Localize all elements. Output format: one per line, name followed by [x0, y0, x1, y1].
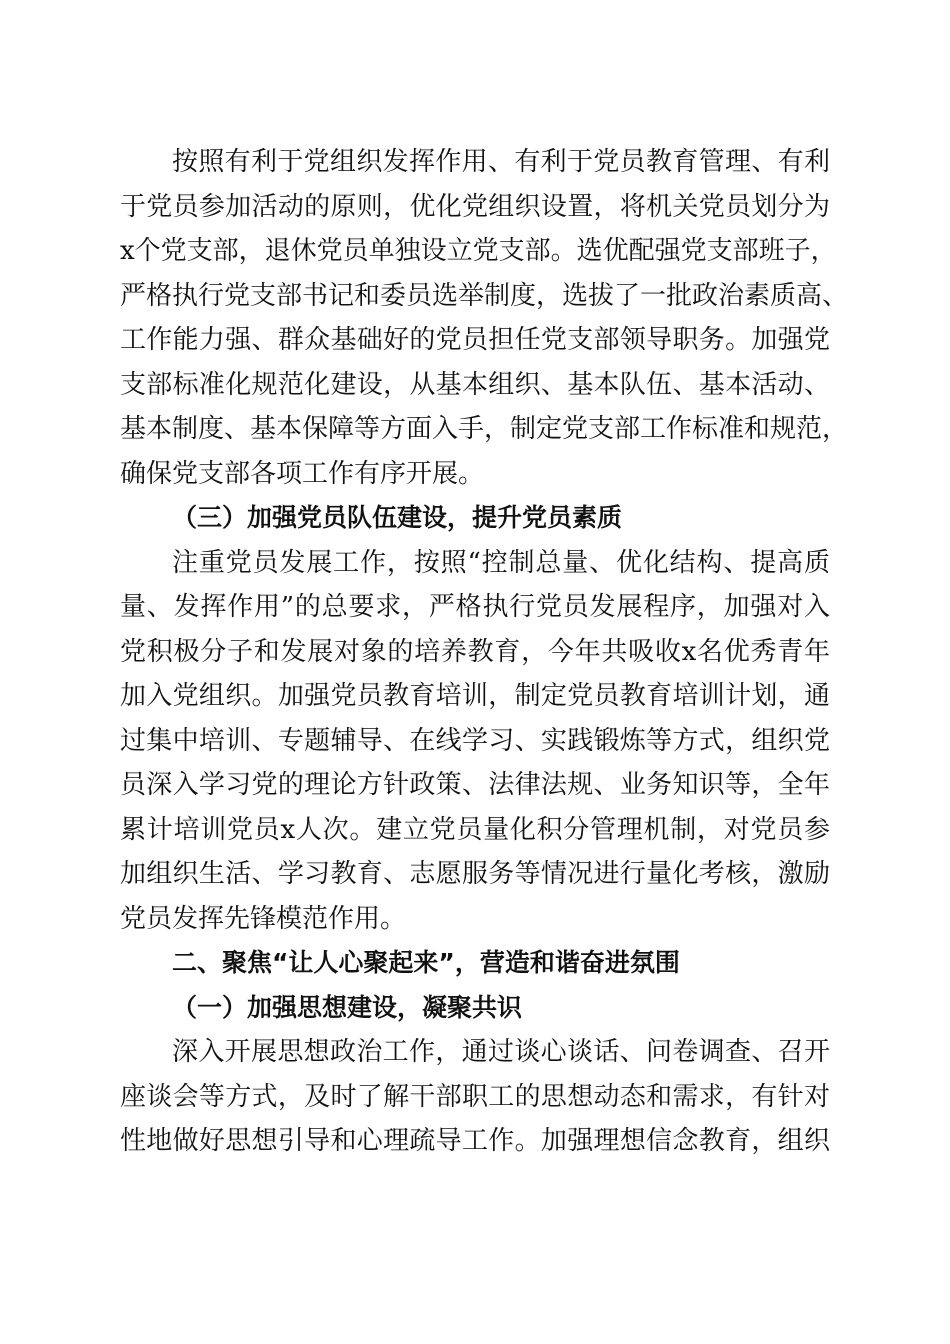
paragraph-line: 确保党支部各项工作有序开展。 — [120, 458, 485, 489]
paragraph-line: 工作能力强、群众基础好的党员担任党支部领导职务。加强党 — [120, 325, 830, 355]
paragraph-line: 于党员参加活动的原则，优化党组织设置，将机关党员划分为 — [120, 191, 830, 222]
paragraph-line: 加入党组织。加强党员教育培训，制定党员教育培训计划，通 — [120, 681, 830, 711]
paragraph-line: 支部标准化规范化建设，从基本组织、基本队伍、基本活动、 — [120, 369, 830, 400]
paragraph-line: 严格执行党支部书记和委员选举制度，选拔了一批政治素质高、 — [120, 280, 849, 311]
chapter-heading: 二、聚焦“让人心聚起来”，营造和谐奋进氛围 — [172, 948, 680, 977]
paragraph-line: 按照有利于党组织发挥作用、有利于党员教育管理、有利 — [172, 147, 830, 177]
paragraph-line: 深入开展思想政治工作，通过谈心谈话、问卷调查、召开 — [172, 1037, 830, 1067]
paragraph-line: 党员发挥先锋模范作用。 — [120, 903, 407, 934]
paragraph-line: 量、发挥作用”的总要求，严格执行党员发展程序，加强对入 — [120, 592, 830, 622]
paragraph-line: 注重党员发展工作，按照“控制总量、优化结构、提高质 — [172, 547, 830, 578]
paragraph-line: 性地做好思想引导和心理疏导工作。加强理想信念教育，组织 — [120, 1126, 830, 1156]
section-heading: （三）加强党员队伍建设，提升党员素质 — [172, 503, 623, 532]
paragraph-line: x个党支部，退休党员单独设立党支部。选优配强党支部班子， — [120, 236, 837, 266]
paragraph-line: 加组织生活、学习教育、志愿服务等情况进行量化考核，激励 — [120, 859, 830, 889]
section-heading: （一）加强思想建设，凝聚共识 — [172, 992, 523, 1022]
paragraph-line: 基本制度、基本保障等方面入手，制定党支部工作标准和规范， — [120, 414, 849, 444]
paragraph-line: 累计培训党员x人次。建立党员量化积分管理机制，对党员参 — [120, 814, 830, 845]
paragraph-line: 过集中培训、专题辅导、在线学习、实践锻炼等方式，组织党 — [120, 725, 830, 756]
paragraph-line: 党积极分子和发展对象的培养教育，今年共吸收x名优秀青年 — [120, 636, 830, 667]
paragraph-line: 座谈会等方式，及时了解干部职工的思想动态和需求，有针对 — [120, 1081, 830, 1112]
paragraph-line: 员深入学习党的理论方针政策、法律法规、业务知识等，全年 — [120, 770, 830, 800]
